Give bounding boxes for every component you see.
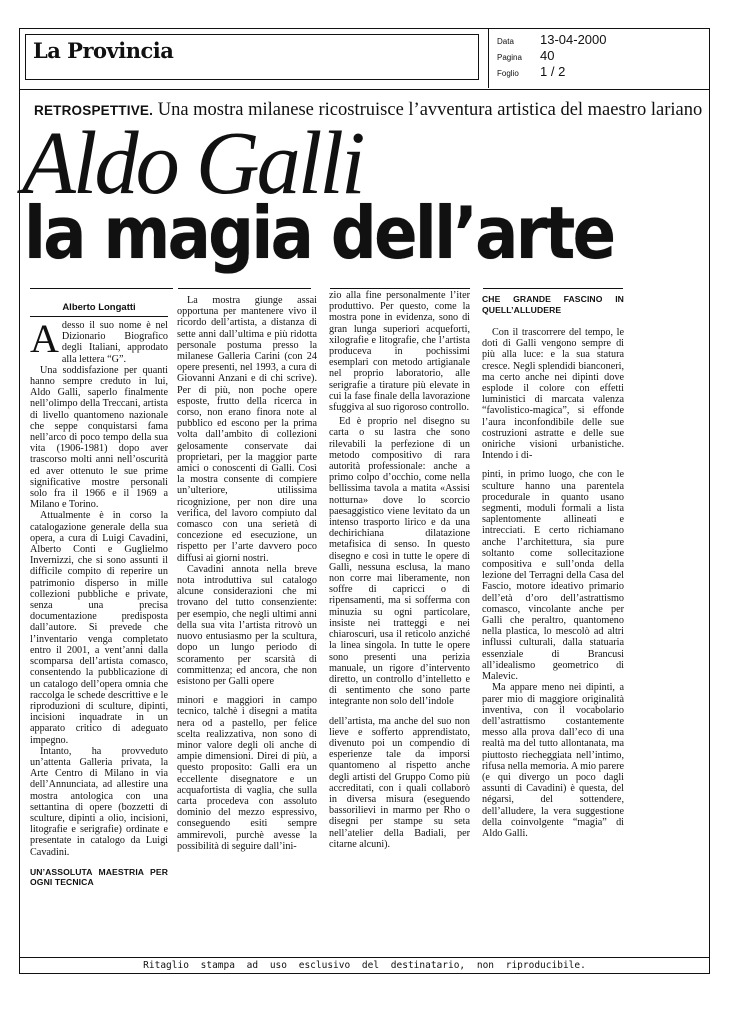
- article-paragraph: Attualmente è in corso la catalogazione generale della sua opera, a cura di Luigi Cavadini, Alberto Conti e Guglielmo Invernizzi, che si sono assunti il difficile compito di reperire un patrimonio disperso in mille collezioni pubbliche e private, senza una precisa documentazione predisposta dall’autore. Si prevede che l’inventario venga completato entro il 2001, a vent’anni dalla scomparsa dell’artista comasco, consentendo la pubblicazione di un catalogo dell’opera omnia che raccolga le schede descrittive e le riproduzioni di sculture, dipinti, incisioni inquadrate in un apparato critico di adeguato impegno.: [30, 510, 168, 746]
- paragraph-text: desso il suo nome è nel Dizionario Biografico degli Italiani, approdato alla lettera “G”.: [61, 320, 168, 365]
- article-paragraph: Intanto, ha provveduto un’attenta Galleria privata, la Arte Centro di Milano in via dell’Annunciata, ad allestire una mostra antologica con una settantina di opere (bozzetti di sculture, dipinti a olio, incisioni, litografie e serigrafie) ordinate e presentate in catalogo da Luigi Cavadini.: [30, 745, 168, 858]
- newspaper-logo: La Provincia: [33, 38, 174, 63]
- article-paragraph: Ma appare meno nei dipinti, a parer mio di maggiore originalità inventiva, con il vocabolario dell’astrattismo costantemente messo alla prova dall’eco di una realtà ma del tutto allontanata, ma piuttosto riecheggiata nell’intimo, rifusa nella memoria. A mio parere (e qui divergo un poco dagli assunti di Cavadini) è questa, del négarsi, del sottendere, dell’alludere, la vera suggestione della coinvolgente “magia” di Aldo Galli.: [482, 682, 625, 839]
- article-column-2: [177, 295, 317, 852]
- article-paragraph: pinti, in primo luogo, che con le sculture hanno una parentela procedurale in quanto usano segmenti, moduli formali a lista saplentomente allineati e intrecciati. E certo richiamano anche l’architettura, sia pure soltanto come sollecitazione compositiva e sull’onda della lezione del Terragni della Casa del Fascio, motore ideativo primario dell’età d’oro dell’astrattismo comasco, vincolante anche per Galli che peraltro, quantomeno nella plastica, lo mescolò ad altri influssi culturali, dalla statuaria essenziale di Brancusi all’idealismo geometrico di Malevic.: [482, 469, 624, 683]
- headline-subtitle: la magia dell’arte: [24, 191, 614, 275]
- meta-row-page: [497, 48, 697, 64]
- section-subhead: UN’ASSOLUTA MAESTRIA PER OGNI TECNICA: [30, 866, 168, 888]
- logo-box: [19, 28, 489, 88]
- meta-value-sheet: 1 / 2: [540, 64, 566, 79]
- meta-value-page: 40: [540, 48, 555, 63]
- drop-cap: A: [30, 316, 59, 361]
- clipping-footer-note: Ritaglio stampa ad uso esclusivo del destinatario, non riproducibile.: [19, 957, 710, 974]
- article-paragraph: Una soddisfazione per quanti hanno sempre creduto in lui, Aldo Galli, saperlo finalmente nell’olimpo della Treccani, artista di livello quantomeno nazionale che seppe conquistarsi fama nell’arco di poco tempo della sua vita (1906-1981) dopo aver trascorso molti anni nell’oscurità ed aver ottenuto le sue prime significative mostre personali solo fra il 1966 e il 1969 a Milano e Torino.: [30, 364, 168, 511]
- kicker-tag: RETROSPETTIVE.: [34, 103, 154, 118]
- meta-value-date: 13-04-2000: [540, 32, 607, 47]
- meta-label: Pagina: [497, 53, 522, 62]
- article-paragraph: Con il trascorrere del tempo, le doti di Galli vengono sempre di più alla luce: e la sua statura cresce. Negli splendidi bianconeri, ma certo anche nei dipinti dove esplode il colore con effetti luministici di marcata valenza “favolistico-magica”, si effonde l’aura inconfondibile delle sue costruzioni astratte e delle sue oniriche visioni urbanistiche. Intendo i di-: [482, 327, 624, 462]
- meta-label: Data: [497, 37, 514, 46]
- article-paragraph: Cavadini annota nella breve nota introduttiva sul catalogo alcune considerazioni che mi trovano del tutto consenziente: per esempio, che negli ultimi anni della sua vita l’artista ritrovò un nuovo entusiasmo per la scultura, dopo un lungo periodo di scoramento per scarsità di committenza; ed ancora, che non esistono per Galli opere: [177, 563, 317, 687]
- column-rule: [330, 288, 470, 289]
- meta-row-sheet: [497, 64, 697, 80]
- byline: Alberto Longatti: [30, 302, 168, 317]
- kicker-text: Una mostra milanese ricostruisce l’avventura artistica del maestro lariano: [153, 100, 703, 120]
- article-paragraph: zio alla fine personalmente l’iter produttivo. Per questo, come la mostra pone in evidenza, sono di gran lunga superiori acqueforti, xilografie e litografie, che l’artista produceva in pochissimi esemplari con metodo artigianale nel proprio laboratorio, alle serigrafie a tirature più elevate in cui la fase finale della lavorazione sfuggiva al suo rigoroso controllo.: [329, 290, 470, 414]
- column-rule: [483, 288, 623, 289]
- article-paragraph: Ed è proprio nel disegno su carta o su lastra che sono rilevabili la perfezione di un metodo compositivo di rara autorità professionale: anche a primo colpo d’occhio, come nella bellissima tavola a matita «Assisi notturna» dove lo scorcio paesaggistico viene levitato da un intenso trasporto lirico e da una dechirichiana dilatazione metafisica di senso. In questo disegno e così in tutte le opere di Galli, nessuna esclusa, la mano non corre mai liberamente, non soffre di capricci o di ripensamenti, ma si sofferma con minuzia su ogni particolare, insiste nei tratteggi e nei chiaroscuri, usa il reticolo anziché la linea singola. In tutte le opere sono presenti una perizia manuale, un rigore d’intervento diretto, un controllo d’intelletto e di sentimento che sono parte integrante non solo dell’indole: [329, 416, 470, 708]
- column-rule: [30, 288, 173, 289]
- article-paragraph: minori e maggiori in campo tecnico, talchè i disegni a matita nera od a pastello, per felice scelta realizzativa, non sono di minor valore degli oli anche di ampie dimensioni. Direi di più, a questo proposito: Galli era un eccellente disegnatore e un acquafortista di vaglia, che sulla carta procedeva con assoluto dominio del mezzo espressivo, conseguendo esiti sempre ammirevoli, purchè avesse la possibilità di seguire dall’ini-: [177, 695, 317, 852]
- meta-row-date: [497, 32, 697, 48]
- clipping-meta: [497, 32, 697, 80]
- meta-label: Foglio: [497, 69, 519, 78]
- section-subhead: CHE GRANDE FASCINO IN QUELL’ALLUDERE: [482, 294, 624, 315]
- article-column-1: [30, 316, 168, 888]
- article-column-4: [482, 294, 624, 839]
- headline-name: Aldo Galli: [22, 114, 363, 213]
- clipping-header: [19, 28, 710, 90]
- column-rule: [178, 288, 311, 289]
- article-paragraph: La mostra giunge assai opportuna per mantenere vivo il ricordo dell’artista, a distanza di sette anni dall’ultima e più ridotta personale postuma presso la milanese Galleria Carini (con 24 opere presenti, nel 1993, a cura di Giovanni Anzani e di chi scrive). Per di più, non poche opere esposte, frutto della ricerca in corso, non erano finora note al pubblico ed escono per la prima volta dall’ambito di collezioni gelosamente conservate dai proprietari, per la maggior parte amici o conoscenti di Galli. Così la mostra consente di compiere un’ulteriore, utilissima ricognizione, per non dire una verifica, del lavoro compiuto dal comasco con una serietà di concezione ed esecuzione, un rispetto per l’arte davvero poco diffusi ai giorni nostri.: [177, 295, 317, 564]
- article-paragraph: [30, 316, 168, 365]
- article-paragraph: dell’artista, ma anche del suo non lieve e sofferto apprendistato, divenuto poi un compendio di esperienze tale da imporsi quantomeno al rispetto anche degli artisti del Gruppo Como più accreditati, con i quali collaborò in diversa misura (eseguendo bassorilievi in marmo per Rho o disegni per stampe su seta nell’atelier della Badiali, per citarne alcuni).: [329, 715, 470, 850]
- article-column-3: [329, 290, 470, 850]
